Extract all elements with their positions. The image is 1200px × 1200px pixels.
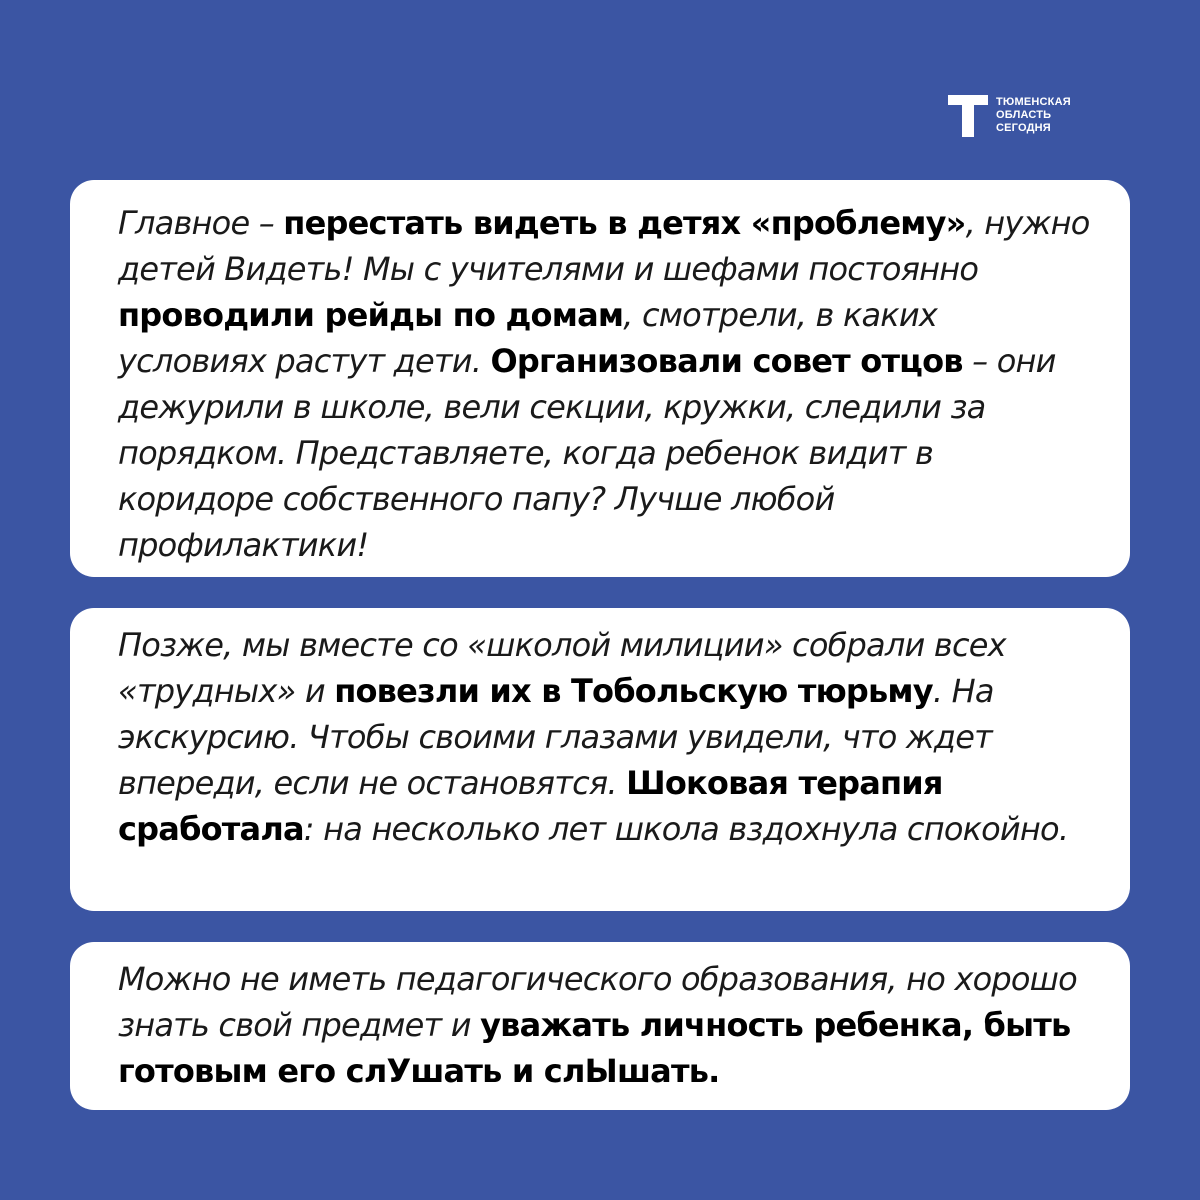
logo-line-2: ОБЛАСТЬ <box>996 109 1052 121</box>
quote-card-1 <box>70 180 1130 577</box>
quote-3-highlight: уважать личность ребенка, быть готовым его слУшать и слЫшать. <box>118 1006 1071 1090</box>
logo-t-icon <box>948 95 988 137</box>
quote-1-segment: , смотрели, в каких условиях растут дети. <box>118 296 937 380</box>
logo-line-3: СЕГОДНЯ <box>996 122 1051 134</box>
quote-2-segment: Позже, мы вместе со «школой милиции» собрали всех «трудных» и <box>118 626 1006 710</box>
quote-1-highlight: перестать видеть в детях «проблему» <box>283 204 966 242</box>
quote-1-highlight: Организовали совет отцов <box>490 342 963 380</box>
logo-line-1: ТЮМЕНСКАЯ <box>996 96 1071 108</box>
quote-card-3 <box>70 942 1130 1110</box>
quote-text-2 <box>118 622 1090 852</box>
quote-2-highlight: повезли их в Тобольскую тюрьму <box>334 672 933 710</box>
quote-1-segment: , нужно детей Видеть! Мы с учителями и шефами постоянно <box>118 204 1090 288</box>
quote-1-segment: Главное – <box>118 204 284 242</box>
quote-2-segment: . На экскурсию. Чтобы своими глазами увидели, что ждет впереди, если не остановятся. <box>118 672 994 802</box>
quote-text-1 <box>118 200 1090 568</box>
quote-2-segment: : на несколько лет школа вздохнула спокойно. <box>303 810 1069 848</box>
logo-wordmark <box>996 96 1071 135</box>
brand-logo <box>948 95 1071 137</box>
quote-text-3 <box>118 956 1090 1094</box>
quote-1-highlight: проводили рейды по домам <box>118 296 624 334</box>
quote-1-segment: – они дежурили в школе, вели секции, кружки, следили за порядком. Представляете, когда ребенок видит в коридоре собственного папу? Лучше любой профилактики! <box>118 342 1056 564</box>
quote-card-2 <box>70 608 1130 911</box>
quote-2-highlight: Шоковая терапия сработала <box>118 764 943 848</box>
quote-3-segment: Можно не иметь педагогического образования, но хорошо знать свой предмет и <box>118 960 1077 1044</box>
